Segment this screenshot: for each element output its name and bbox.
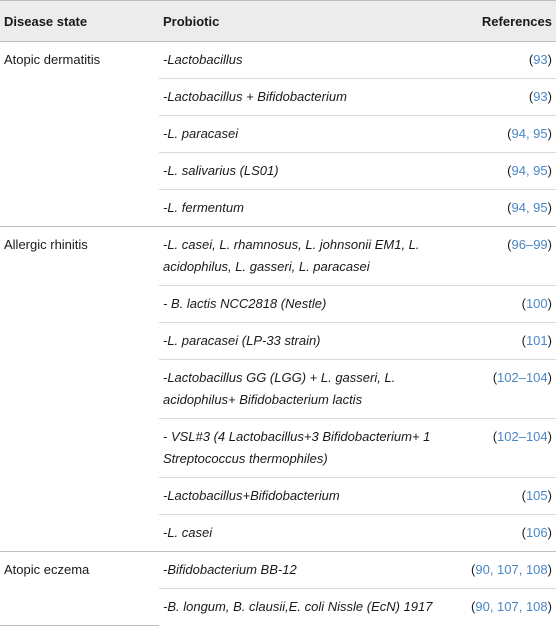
probiotic-cell: -B. longum, B. clausii,E. coli Nissle (EcN) 1917 <box>163 599 433 614</box>
probiotic-cell: -L. casei <box>163 525 213 540</box>
table-row <box>0 153 556 190</box>
reference-numbers[interactable]: 106 <box>525 525 548 540</box>
probiotic-cell: -L. salivarius (LS01) <box>159 153 456 190</box>
disease-state-cell <box>0 286 159 323</box>
reference-cell: (96–99) <box>456 227 556 286</box>
header-row <box>0 1 556 42</box>
reference-numbers[interactable]: 94, 95 <box>511 126 548 141</box>
probiotic-cell: -L. fermentum <box>163 200 244 215</box>
table-row <box>0 478 556 515</box>
reference-numbers[interactable]: 90, 107, 108 <box>475 599 548 614</box>
probiotic-cell: -L. paracasei (LP-33 strain) <box>159 323 456 360</box>
header-probiotic: Probiotic <box>159 1 456 42</box>
table-row <box>0 42 556 79</box>
disease-state-cell <box>0 478 159 515</box>
table-row <box>0 286 556 323</box>
disease-state-cell <box>0 116 159 153</box>
reference-numbers[interactable]: 100 <box>525 296 548 311</box>
disease-state-cell <box>0 515 159 552</box>
reference-cell: (100) <box>456 286 556 323</box>
probiotic-cell: -Lactobacillus <box>159 42 456 79</box>
probiotic-cell: -Lactobacillus + Bifidobacterium <box>159 79 456 116</box>
table-row <box>0 360 556 419</box>
table-row <box>0 589 556 626</box>
probiotic-cell: -Bifidobacterium BB-12 <box>159 552 456 589</box>
reference-cell: (106) <box>521 525 552 540</box>
disease-state-cell: Atopic dermatitis <box>4 52 101 67</box>
disease-state-cell <box>0 79 159 116</box>
disease-state-cell <box>0 589 159 626</box>
reference-numbers[interactable]: 93 <box>533 52 548 67</box>
table-row <box>0 79 556 116</box>
table-row <box>0 552 556 589</box>
probiotic-cell: -Lactobacillus GG (LGG) + L. gasseri, L. acidophilus+ Bifidobacterium lactis <box>159 360 456 419</box>
probiotic-cell: - B. lactis NCC2818 (Nestle) <box>159 286 456 323</box>
disease-state-cell <box>0 419 159 478</box>
reference-cell: (102–104) <box>456 419 556 478</box>
table-row <box>0 515 556 552</box>
disease-state-cell <box>0 190 159 227</box>
table-row <box>0 227 556 286</box>
reference-cell: (93) <box>456 79 556 116</box>
reference-numbers[interactable]: 93 <box>533 89 548 104</box>
reference-cell: (105) <box>456 478 556 515</box>
disease-state-cell: Allergic rhinitis <box>0 227 159 286</box>
probiotic-cell: -L. paracasei <box>159 116 456 153</box>
reference-cell: (94, 95) <box>456 116 556 153</box>
reference-numbers[interactable]: 105 <box>525 488 548 503</box>
table-row <box>0 116 556 153</box>
reference-numbers[interactable]: 102–104 <box>497 370 548 385</box>
disease-state-cell <box>0 153 159 190</box>
table-row <box>0 419 556 478</box>
table-header <box>0 1 556 42</box>
reference-cell: (94, 95) <box>507 200 552 215</box>
reference-cell: (101) <box>456 323 556 360</box>
reference-cell: (90, 107, 108) <box>471 599 552 614</box>
disease-state-cell <box>0 360 159 419</box>
reference-numbers[interactable]: 102–104 <box>497 429 548 444</box>
reference-cell: (94, 95) <box>456 153 556 190</box>
disease-state-cell: Atopic eczema <box>0 552 159 589</box>
probiotic-cell: -L. casei, L. rhamnosus, L. johnsonii EM1, L. acidophilus, L. gasseri, L. paracasei <box>159 227 456 286</box>
reference-numbers[interactable]: 101 <box>525 333 548 348</box>
table-body <box>0 42 556 626</box>
disease-state-cell <box>0 323 159 360</box>
reference-numbers[interactable]: 94, 95 <box>511 163 548 178</box>
reference-numbers[interactable]: 96–99 <box>511 237 548 252</box>
reference-cell: (102–104) <box>456 360 556 419</box>
probiotic-cell: -Lactobacillus+Bifidobacterium <box>159 478 456 515</box>
reference-numbers[interactable]: 94, 95 <box>511 200 548 215</box>
table-row <box>0 323 556 360</box>
header-references: References <box>456 1 556 42</box>
probiotic-cell: - VSL#3 (4 Lactobacillus+3 Bifidobacterium+ 1 Streptococcus thermophiles) <box>159 419 456 478</box>
reference-numbers[interactable]: 90, 107, 108 <box>475 562 548 577</box>
header-disease-state: Disease state <box>0 1 159 42</box>
reference-cell: (90, 107, 108) <box>456 552 556 589</box>
table-row <box>0 190 556 227</box>
reference-cell: (93) <box>456 42 556 79</box>
